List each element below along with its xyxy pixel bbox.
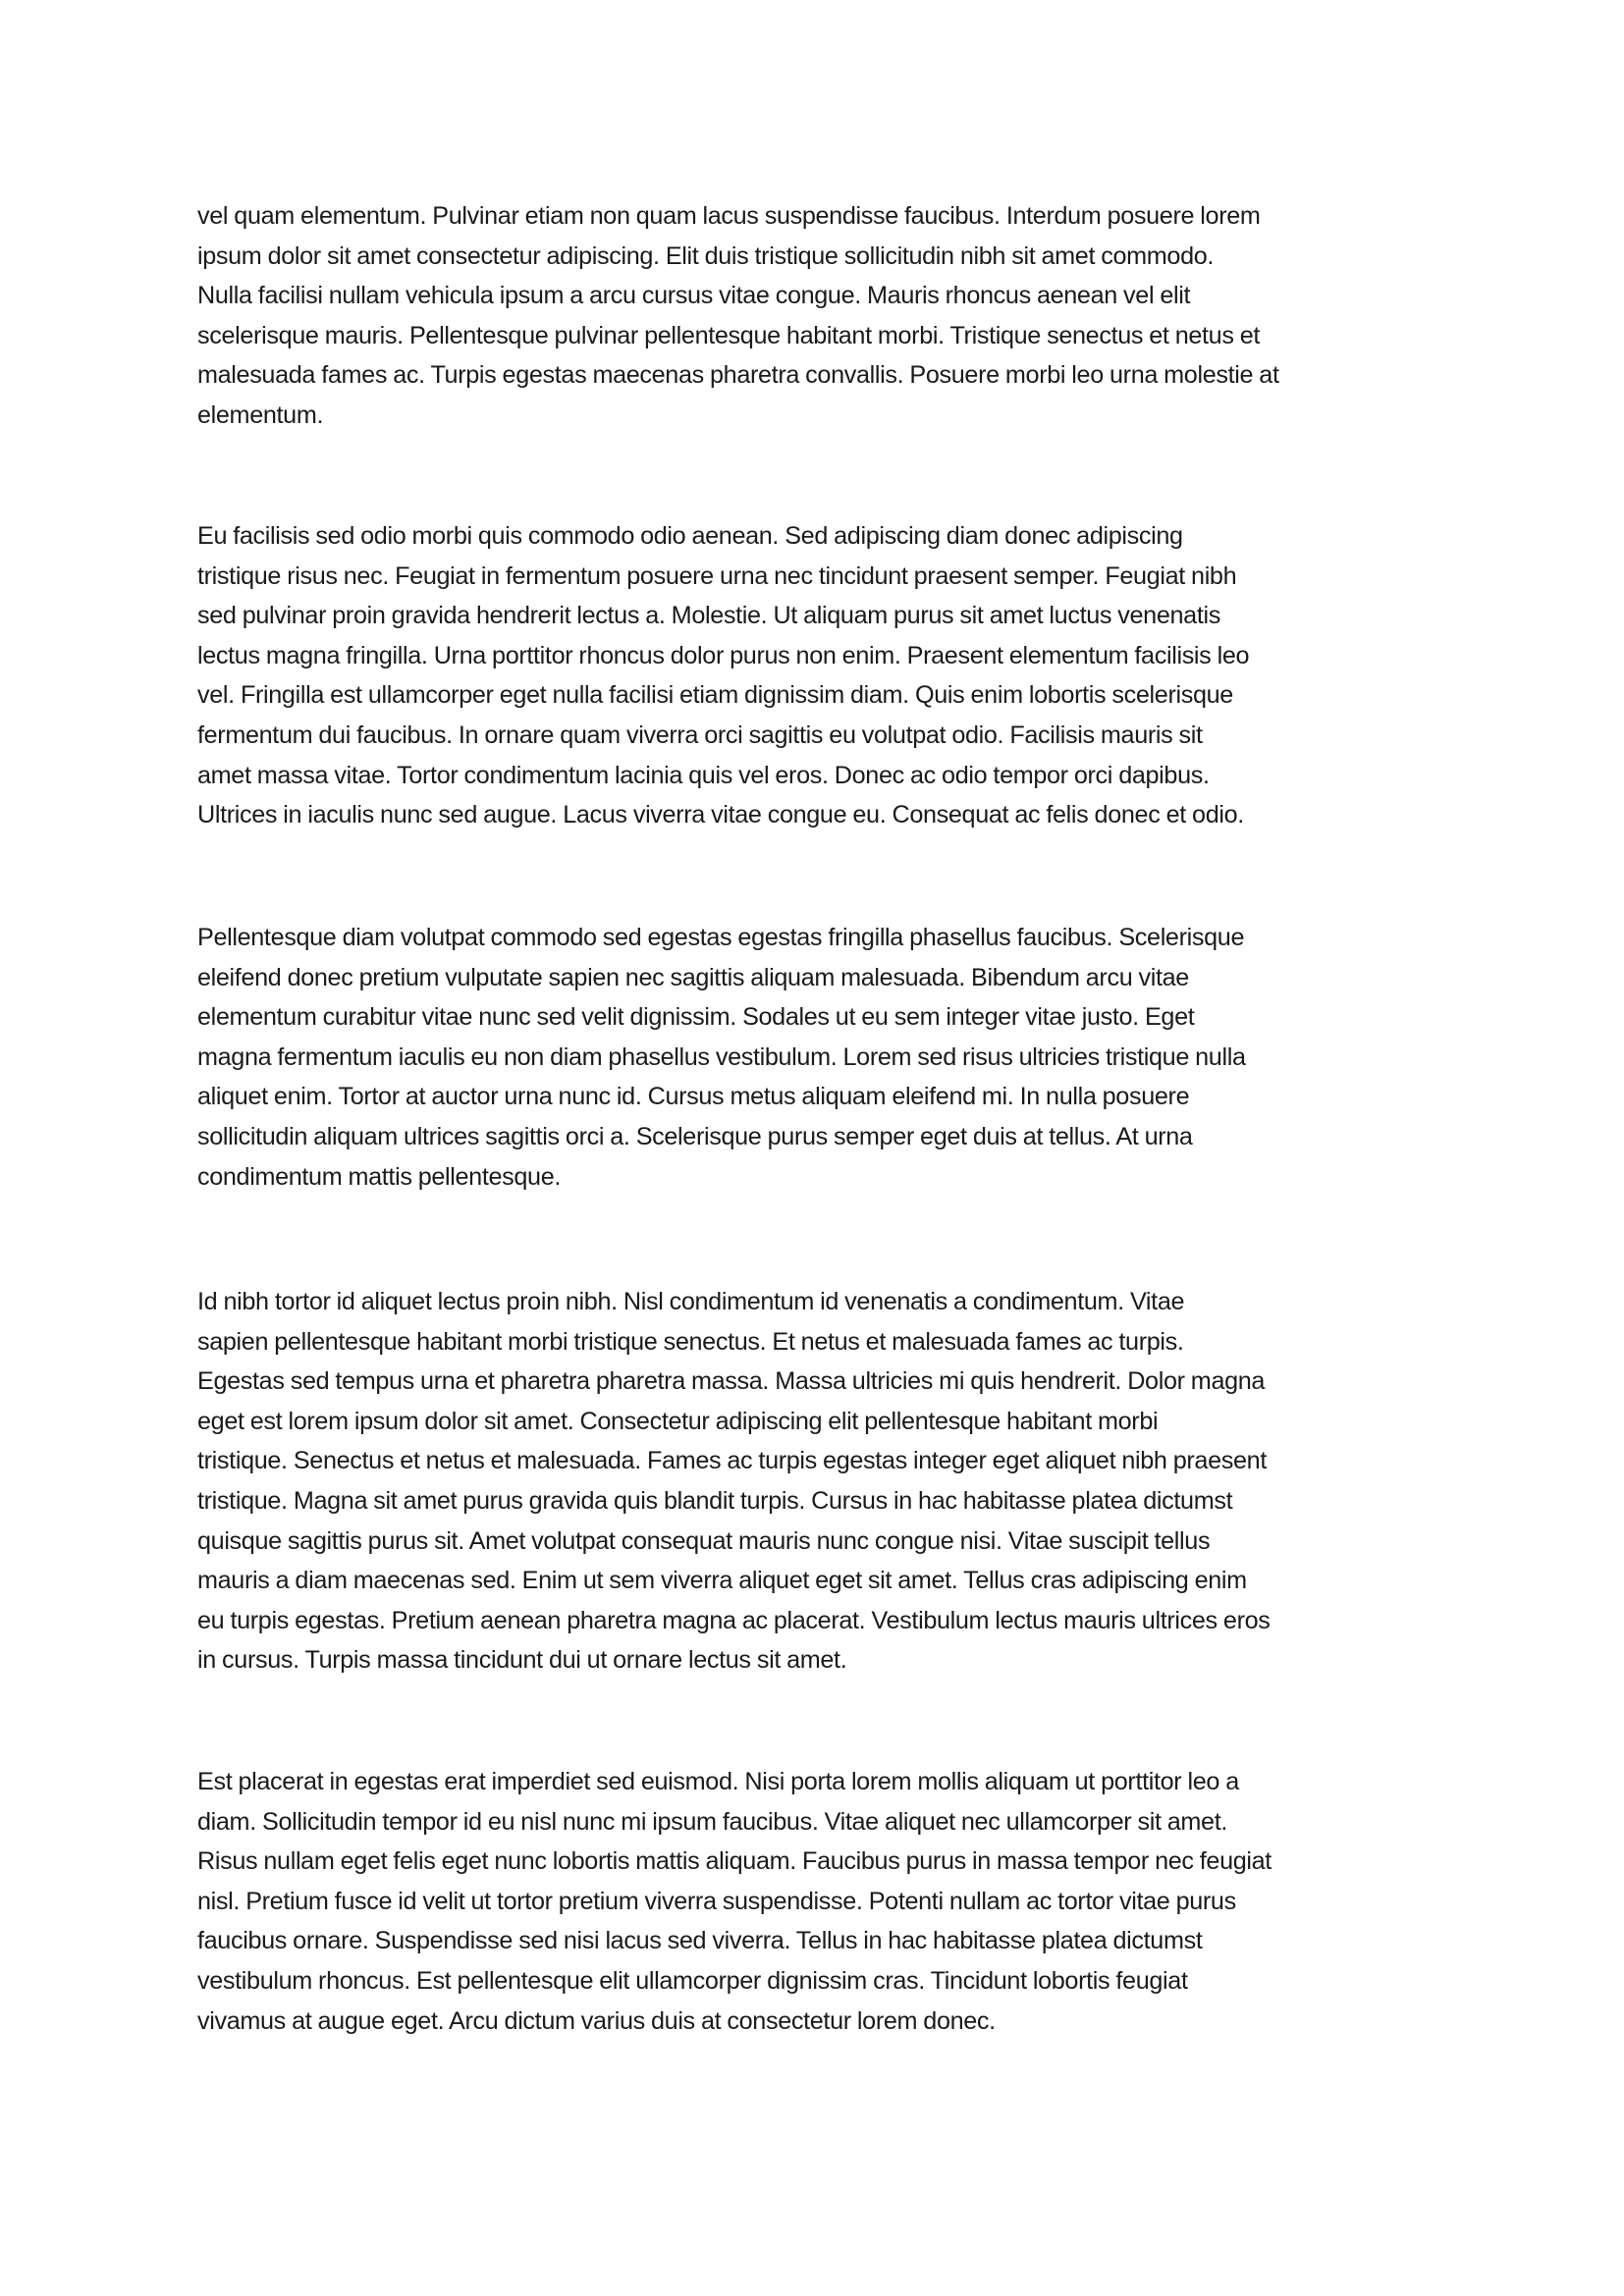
text-line: nisl. Pretium fusce id velit ut tortor pretium viverra suspendisse. Potenti nullam ac tortor vitae purus bbox=[197, 1887, 1236, 1915]
text-line: eget est lorem ipsum dolor sit amet. Consectetur adipiscing elit pellentesque habitant morbi bbox=[197, 1407, 1159, 1435]
paragraph-2 bbox=[197, 516, 1444, 835]
text-line: sapien pellentesque habitant morbi tristique senectus. Et netus et malesuada fames ac turpis. bbox=[197, 1327, 1184, 1356]
paragraph-4 bbox=[197, 1282, 1444, 1681]
text-line: faucibus ornare. Suspendisse sed nisi lacus sed viverra. Tellus in hac habitasse platea dictumst bbox=[197, 1927, 1203, 1955]
text-line: Id nibh tortor id aliquet lectus proin nibh. Nisl condimentum id venenatis a condimentum. Vitae bbox=[197, 1288, 1185, 1315]
text-line: tristique. Magna sit amet purus gravida quis blandit turpis. Cursus in hac habitasse platea dictumst bbox=[197, 1486, 1233, 1515]
text-line: Est placerat in egestas erat imperdiet sed euismod. Nisi porta lorem mollis aliquam ut porttitor leo a bbox=[197, 1768, 1239, 1795]
text-line: fermentum dui faucibus. In ornare quam viverra orci sagittis eu volutpat odio. Facilisis mauris sit bbox=[197, 721, 1203, 749]
text-line: magna fermentum iaculis eu non diam phasellus vestibulum. Lorem sed risus ultricies tristique nulla bbox=[197, 1042, 1246, 1071]
text-line: condimentum mattis pellentesque. bbox=[197, 1162, 562, 1191]
text-line: scelerisque mauris. Pellentesque pulvinar pellentesque habitant morbi. Tristique senectus et netus et bbox=[197, 321, 1261, 349]
text-line: ipsum dolor sit amet consectetur adipiscing. Elit duis tristique sollicitudin nibh sit amet commodo. bbox=[197, 241, 1215, 270]
text-line: quisque sagittis purus sit. Amet volutpat consequat mauris nunc congue nisi. Vitae suscipit tellus bbox=[197, 1526, 1211, 1555]
text-line: vivamus at augue eget. Arcu dictum varius duis at consectetur lorem donec. bbox=[197, 2006, 996, 2035]
text-line: Risus nullam eget felis eget nunc lobortis mattis aliquam. Faucibus purus in massa tempor nec feugiat bbox=[197, 1847, 1272, 1876]
text-line: Egestas sed tempus urna et pharetra pharetra massa. Massa ultricies mi quis hendrerit. Dolor magna bbox=[197, 1367, 1266, 1396]
text-line: tristique. Senectus et netus et malesuada. Fames ac turpis egestas integer eget aliquet nibh praesent bbox=[197, 1447, 1267, 1475]
paragraph-1 bbox=[197, 196, 1444, 436]
text-line: lectus magna fringilla. Urna porttitor rhoncus dolor purus non enim. Praesent elementum facilisis leo bbox=[197, 641, 1250, 669]
text-line: Eu facilisis sed odio morbi quis commodo odio aenean. Sed adipiscing diam donec adipiscing bbox=[197, 522, 1183, 550]
text-line: amet massa vitae. Tortor condimentum lacinia quis vel eros. Donec ac odio tempor orci dapibus. bbox=[197, 761, 1210, 789]
text-line: diam. Sollicitudin tempor id eu nisl nunc mi ipsum faucibus. Vitae aliquet nec ullamcorper sit amet. bbox=[197, 1807, 1228, 1836]
text-line: sollicitudin aliquam ultrices sagittis orci a. Scelerisque purus semper eget duis at tellus. At urna bbox=[197, 1122, 1193, 1150]
text-line: vel quam elementum. Pulvinar etiam non quam lacus suspendisse faucibus. Interdum posuere lorem bbox=[197, 202, 1261, 230]
text-line: aliquet enim. Tortor at auctor urna nunc id. Cursus metus aliquam eleifend mi. In nulla posuere bbox=[197, 1083, 1190, 1111]
paragraph-3 bbox=[197, 918, 1444, 1197]
text-line: Nulla facilisi nullam vehicula ipsum a arcu cursus vitae congue. Mauris rhoncus aenean vel elit bbox=[197, 282, 1191, 310]
text-line: eu turpis egestas. Pretium aenean pharetra magna ac placerat. Vestibulum lectus mauris ultrices eros bbox=[197, 1606, 1271, 1634]
text-line: vestibulum rhoncus. Est pellentesque elit ullamcorper dignissim cras. Tincidunt lobortis feugiat bbox=[197, 1966, 1188, 1995]
text-line: in cursus. Turpis massa tincidunt dui ut ornare lectus sit amet. bbox=[197, 1646, 847, 1675]
text-line: malesuada fames ac. Turpis egestas maecenas pharetra convallis. Posuere morbi leo urna molestie at bbox=[197, 361, 1279, 390]
text-line: tristique risus nec. Feugiat in fermentum posuere urna nec tincidunt praesent semper. Feugiat nibh bbox=[197, 561, 1237, 590]
text-line: eleifend donec pretium vulputate sapien nec sagittis aliquam malesuada. Bibendum arcu vitae bbox=[197, 963, 1189, 991]
text-line: elementum curabitur vitae nunc sed velit dignissim. Sodales ut eu sem integer vitae justo. Eget bbox=[197, 1003, 1195, 1032]
text-line: Ultrices in iaculis nunc sed augue. Lacus viverra vitae congue eu. Consequat ac felis donec et odio. bbox=[197, 801, 1244, 829]
text-line: vel. Fringilla est ullamcorper eget nulla facilisi etiam dignissim diam. Quis enim lobortis scelerisque bbox=[197, 681, 1233, 710]
text-line: sed pulvinar proin gravida hendrerit lectus a. Molestie. Ut aliquam purus sit amet luctus venenatis bbox=[197, 602, 1220, 630]
text-line: Pellentesque diam volutpat commodo sed egestas egestas fringilla phasellus faucibus. Scelerisque bbox=[197, 924, 1245, 951]
text-line: elementum. bbox=[197, 400, 324, 429]
text-line: mauris a diam maecenas sed. Enim ut sem viverra aliquet eget sit amet. Tellus cras adipiscing enim bbox=[197, 1567, 1247, 1595]
paragraph-5 bbox=[197, 1762, 1444, 2041]
